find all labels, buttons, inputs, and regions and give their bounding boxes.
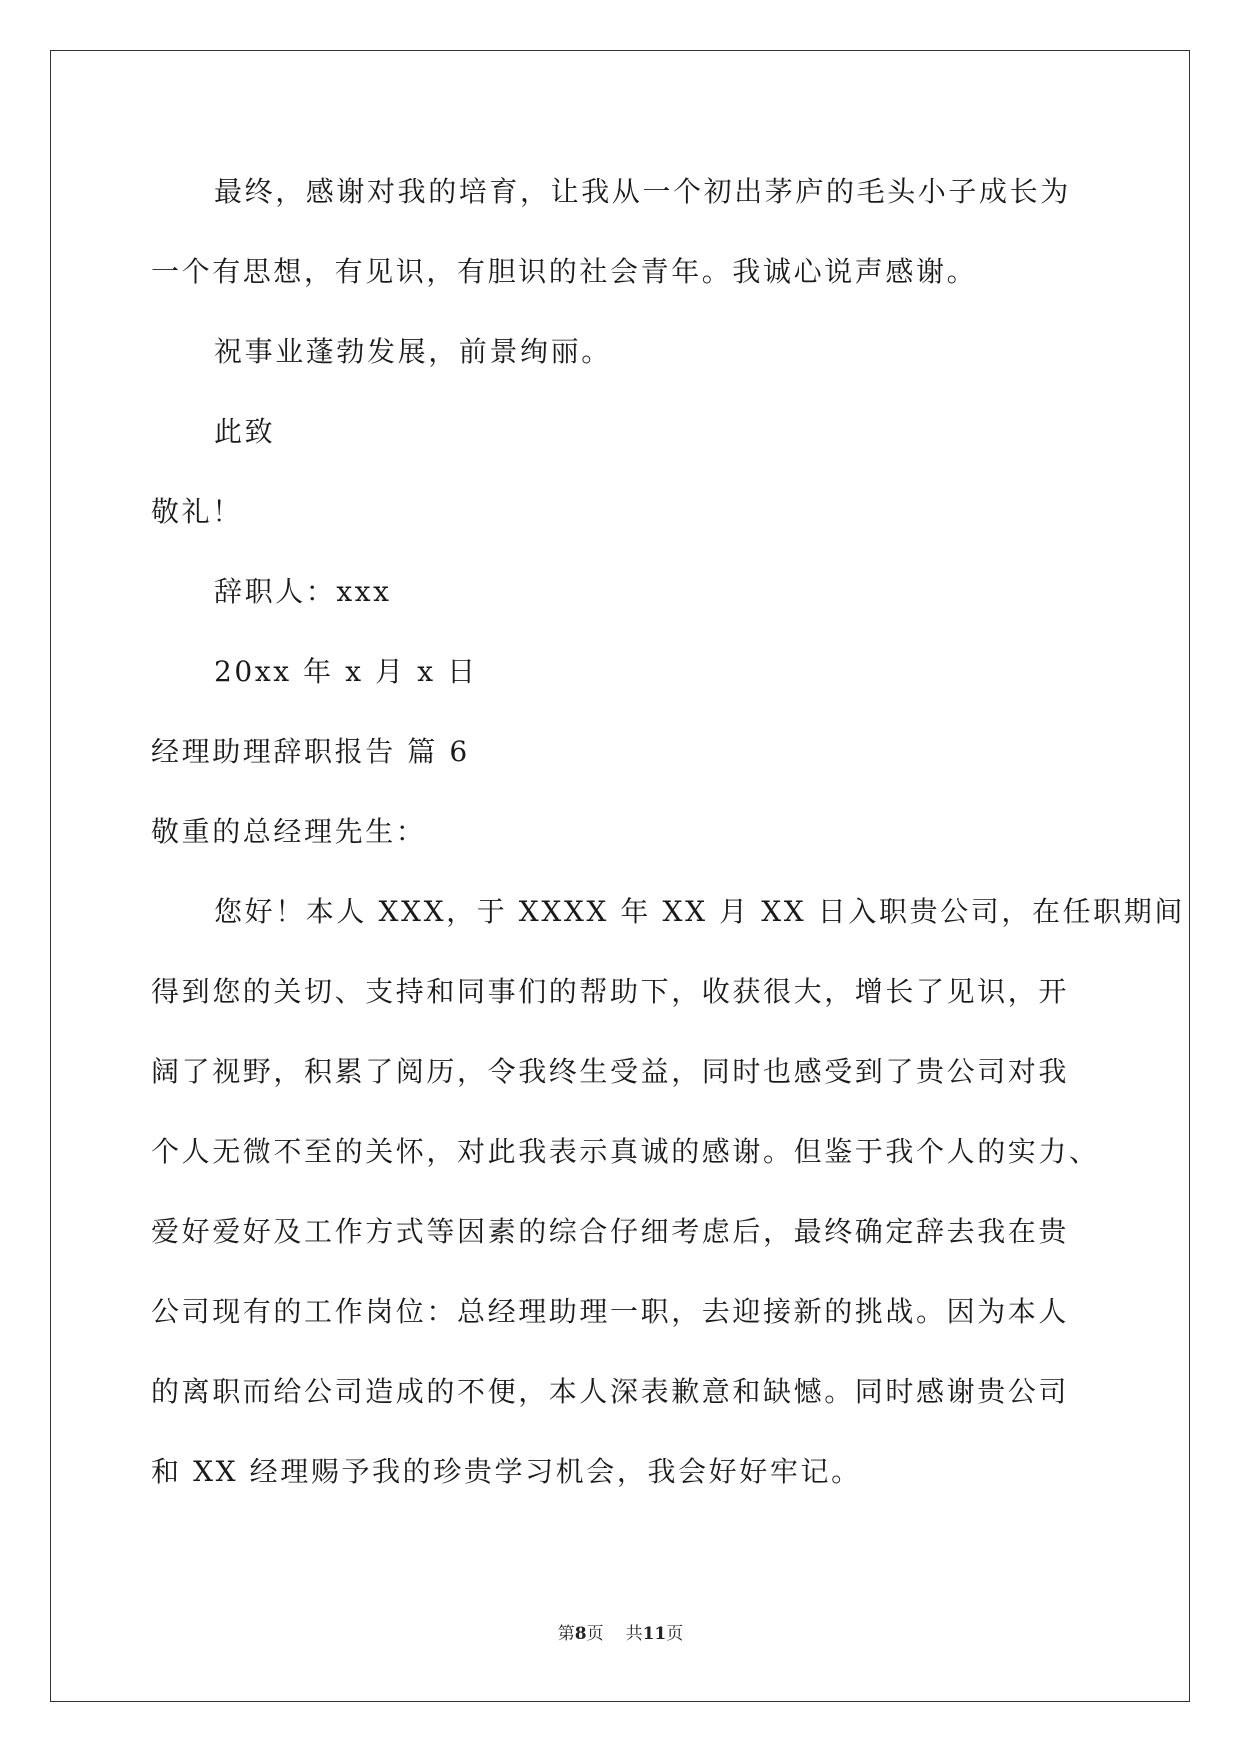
- body-text-line: 您好！本人 XXX，于 XXXX 年 XX 月 XX 日入职贵公司，在任职期间: [214, 895, 1185, 928]
- body-text-line: 和 XX 经理赐予我的珍贵学习机会，我会好好牢记。: [151, 1455, 862, 1488]
- closing-wish-line: 祝事业蓬勃发展，前景绚丽。: [214, 335, 612, 368]
- body-text-line: 的离职而给公司造成的不便，本人深表歉意和缺憾。同时感谢贵公司: [151, 1375, 1070, 1408]
- greeting-line: 敬重的总经理先生：: [151, 815, 427, 848]
- signature-line: 辞职人：xxx: [214, 575, 392, 608]
- section-heading: 经理助理辞职报告 篇 6: [151, 735, 470, 768]
- total-suffix: 页: [666, 1624, 684, 1644]
- body-text-line: 阔了视野，积累了阅历，令我终生受益，同时也感受到了贵公司对我: [151, 1055, 1070, 1088]
- total-prefix: 共: [625, 1624, 643, 1644]
- page-number: 8: [574, 1624, 587, 1644]
- page-prefix: 第: [557, 1624, 575, 1644]
- salutation-line: 此致: [214, 415, 276, 448]
- page-footer: [0, 1622, 1241, 1646]
- body-text-line: 最终，感谢对我的培育，让我从一个初出茅庐的毛头小子成长为: [214, 175, 1071, 208]
- salutation-line: 敬礼！: [151, 495, 243, 528]
- body-text-line: 爱好爱好及工作方式等因素的综合仔细考虑后，最终确定辞去我在贵: [151, 1215, 1070, 1248]
- body-text-line: 一个有思想，有见识，有胆识的社会青年。我诚心说声感谢。: [151, 255, 978, 288]
- page-suffix: 页: [586, 1624, 604, 1644]
- body-text-line: 个人无微不至的关怀，对此我表示真诚的感谢。但鉴于我个人的实力、: [151, 1135, 1100, 1168]
- total-pages: 11: [642, 1624, 667, 1644]
- body-text-line: 得到您的关切、支持和同事们的帮助下，收获很大，增长了见识，开: [151, 975, 1070, 1008]
- date-line: 20xx 年 x 月 x 日: [214, 655, 478, 688]
- body-text-line: 公司现有的工作岗位：总经理助理一职，去迎接新的挑战。因为本人: [151, 1295, 1070, 1328]
